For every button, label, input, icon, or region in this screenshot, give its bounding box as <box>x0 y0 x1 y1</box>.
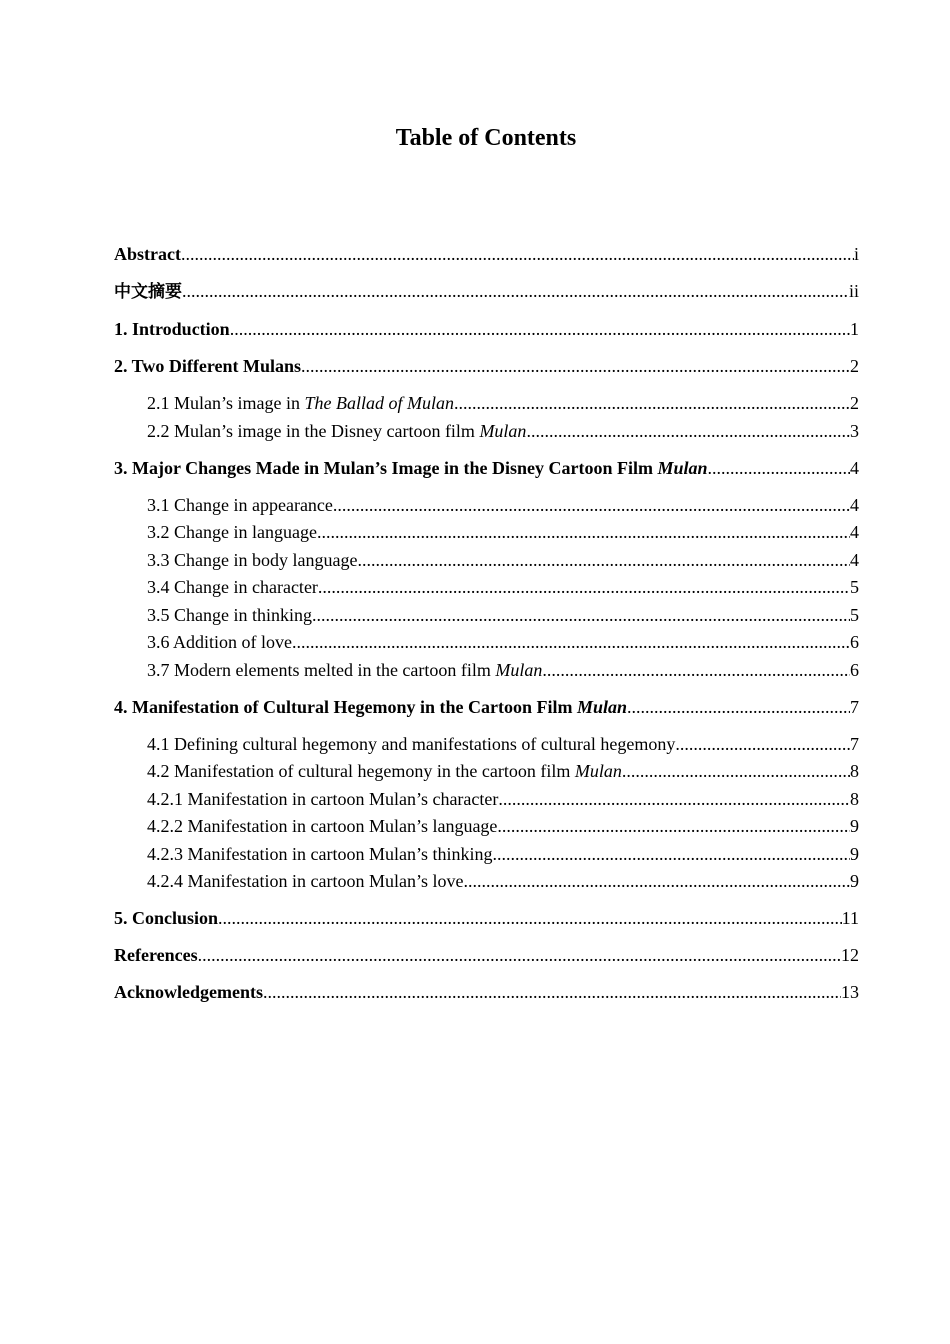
toc-entry-label <box>147 602 312 630</box>
toc-entry-text: 3. Major Changes Made in Mulan’s Image in the Disney Cartoon Film <box>114 457 658 478</box>
dot-leader <box>181 241 854 269</box>
toc-entry-label <box>147 758 622 786</box>
toc-page-number: 2 <box>850 393 859 413</box>
toc-entry-text: 4.2.1 Manifestation in cartoon Mulan’s character <box>147 788 499 809</box>
toc-page-number: ii <box>848 281 859 301</box>
toc-entry-text: Acknowledgements <box>114 982 263 1002</box>
dot-leader <box>333 492 850 520</box>
dot-leader <box>292 629 850 657</box>
dot-leader <box>318 574 850 602</box>
toc-entry[interactable] <box>114 629 859 657</box>
toc-entry-text: 4.1 Defining cultural hegemony and manifestations of cultural hegemony <box>147 733 676 754</box>
toc-entry[interactable] <box>114 786 859 814</box>
toc-page-number: 7 <box>850 696 859 717</box>
toc-entry-text: 3.6 Addition of love <box>147 632 292 652</box>
dot-leader <box>492 841 850 869</box>
dot-leader <box>182 278 849 306</box>
dot-leader <box>198 942 841 970</box>
toc-entry-label <box>147 574 318 602</box>
toc-entry-text: Abstract <box>114 244 181 264</box>
dot-leader <box>497 813 850 841</box>
toc-entry-text: 1. Introduction <box>114 319 230 339</box>
toc-entry[interactable] <box>114 390 859 418</box>
toc-page-number: 8 <box>850 788 859 809</box>
toc-page-number: 1 <box>850 319 859 339</box>
dot-leader <box>230 316 850 344</box>
toc-entry-text: 4. Manifestation of Cultural Hegemony in the Cartoon Film <box>114 696 577 717</box>
toc-entry[interactable] <box>114 731 859 759</box>
toc-page-number: 6 <box>850 659 859 680</box>
toc-page-number: 6 <box>850 632 859 652</box>
toc-page-number: 4 <box>850 522 859 542</box>
toc-page-number: 2 <box>850 356 859 376</box>
toc-entry-label <box>114 279 182 307</box>
toc-page-number: 12 <box>841 945 859 965</box>
dot-leader <box>454 390 850 418</box>
toc-entry-label <box>114 316 230 344</box>
toc-entry-text: 4.2.4 Manifestation in cartoon Mulan’s love <box>147 871 464 891</box>
toc-page-number: 4 <box>850 549 859 570</box>
toc-entry-label <box>114 694 627 722</box>
toc-entry-label <box>147 841 492 869</box>
toc-entry-italic-title: Mulan <box>574 761 622 781</box>
toc-entry-label <box>114 942 198 970</box>
toc-entry-text: 4.2.2 Manifestation in cartoon Mulan’s language <box>147 816 498 836</box>
toc-entry-label <box>114 905 218 933</box>
dot-leader <box>463 868 850 896</box>
toc-entry-label <box>147 418 526 446</box>
toc-page-number: 9 <box>850 843 859 864</box>
toc-entry[interactable] <box>114 868 859 896</box>
toc-entry-italic-title: The Ballad of Mulan <box>304 393 454 413</box>
toc-entry-text: 3.2 Change in language <box>147 522 317 542</box>
table-of-contents <box>114 241 859 1007</box>
toc-entry-text: 2.1 Mulan’s image in <box>147 393 305 413</box>
toc-entry[interactable] <box>114 813 859 841</box>
toc-entry[interactable] <box>114 602 859 630</box>
toc-entry-label <box>147 547 357 575</box>
toc-entry-italic-title: Mulan <box>479 420 527 441</box>
toc-entry[interactable] <box>114 418 859 446</box>
toc-entry-text: 2. Two Different Mulans <box>114 356 301 376</box>
dot-leader <box>317 519 850 547</box>
toc-entry-text: 中文摘要 <box>114 282 182 302</box>
toc-entry[interactable] <box>114 758 859 786</box>
toc-entry-text: 3.5 Change in thinking <box>147 604 312 625</box>
dot-leader <box>542 657 850 685</box>
dot-leader <box>218 905 842 933</box>
toc-page-number: 5 <box>850 604 859 625</box>
toc-entry[interactable] <box>114 241 859 269</box>
page-title: Table of Contents <box>395 125 577 151</box>
dot-leader <box>498 786 850 814</box>
toc-entry-label <box>147 519 317 547</box>
toc-entry-label <box>114 455 708 483</box>
dot-leader <box>622 758 850 786</box>
toc-page-number: 4 <box>850 494 859 515</box>
toc-entry-label <box>114 979 263 1007</box>
toc-entry-text: 5. Conclusion <box>114 908 219 928</box>
toc-entry-italic-title: Mulan <box>576 696 627 717</box>
toc-entry-label <box>114 353 301 381</box>
toc-entry[interactable] <box>114 657 859 685</box>
toc-page-number: 5 <box>850 577 859 597</box>
toc-entry[interactable] <box>114 905 859 933</box>
toc-entry-label <box>147 868 463 896</box>
toc-entry-label <box>114 241 181 269</box>
toc-entry-text: 2.2 Mulan’s image in the Disney cartoon film <box>147 420 480 441</box>
toc-entry[interactable] <box>114 942 859 970</box>
toc-page-number: i <box>853 244 859 264</box>
dot-leader <box>526 418 850 446</box>
toc-entry-text: 3.1 Change in appearance <box>147 494 333 515</box>
toc-entry-text: 3.7 Modern elements melted in the cartoon film <box>147 659 496 680</box>
dot-leader <box>627 694 850 722</box>
toc-entry[interactable] <box>114 979 859 1007</box>
toc-entry-text: 4.2 Manifestation of cultural hegemony in the cartoon film <box>147 761 575 781</box>
toc-entry-label <box>147 390 454 418</box>
toc-entry[interactable] <box>114 574 859 602</box>
toc-entry[interactable] <box>114 492 859 520</box>
toc-entry-italic-title: Mulan <box>657 457 708 478</box>
toc-page-number: 3 <box>850 420 859 441</box>
toc-entry[interactable] <box>114 547 859 575</box>
toc-page-number: 13 <box>841 982 859 1002</box>
toc-entry-text: References <box>114 945 198 965</box>
dot-leader <box>357 547 850 575</box>
dot-leader <box>708 455 850 483</box>
dot-leader <box>312 602 850 630</box>
toc-entry-text: 3.4 Change in character <box>147 577 318 597</box>
toc-entry-label <box>147 786 498 814</box>
toc-entry-label <box>147 731 675 759</box>
toc-entry[interactable] <box>114 455 859 483</box>
toc-page-number: 7 <box>850 733 859 754</box>
toc-entry[interactable] <box>114 694 859 722</box>
toc-entry-text: 4.2.3 Manifestation in cartoon Mulan’s thinking <box>147 843 493 864</box>
toc-page-number: 11 <box>841 908 859 928</box>
toc-entry[interactable] <box>114 316 859 344</box>
dot-leader <box>263 979 841 1007</box>
toc-entry-label <box>147 813 497 841</box>
toc-entry-label <box>147 629 292 657</box>
dot-leader <box>675 731 850 759</box>
dot-leader <box>301 353 850 381</box>
toc-entry[interactable] <box>114 353 859 381</box>
toc-entry-label <box>147 492 333 520</box>
toc-page-number: 9 <box>850 816 859 836</box>
toc-page-number: 8 <box>850 761 859 781</box>
toc-entry[interactable] <box>114 519 859 547</box>
toc-page-number: 4 <box>850 457 859 478</box>
toc-entry-italic-title: Mulan <box>495 659 543 680</box>
toc-page-number: 9 <box>850 871 859 891</box>
toc-entry[interactable] <box>114 841 859 869</box>
toc-entry-label <box>147 657 542 685</box>
toc-entry-text: 3.3 Change in body language <box>147 549 358 570</box>
toc-entry[interactable] <box>114 278 859 307</box>
